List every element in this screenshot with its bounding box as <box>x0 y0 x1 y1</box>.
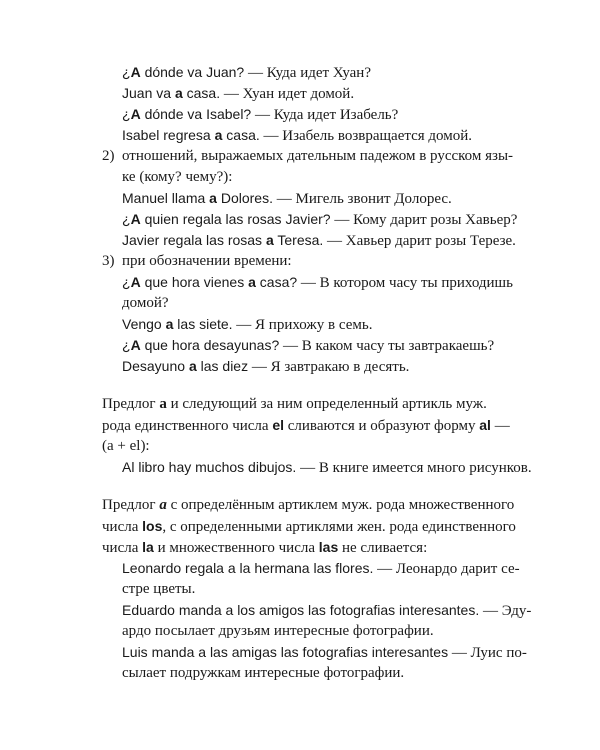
spanish-text: ¿ <box>122 337 131 353</box>
body-text: не сливается: <box>338 540 428 556</box>
russian-translation: — Я прихожу в семь. <box>232 317 373 333</box>
example-line <box>122 188 452 210</box>
list-number: 3) <box>102 253 115 269</box>
spanish-text: ¿ <box>122 106 131 122</box>
spanish-text: casa. <box>222 127 260 143</box>
preposition-highlight: a <box>265 232 274 248</box>
example-line <box>122 314 372 336</box>
body-text: — <box>490 418 510 434</box>
spanish-text: las diez <box>196 358 249 374</box>
example-line <box>122 600 531 622</box>
list-item-text: при обозначении времени: <box>122 253 292 269</box>
example-line <box>122 272 513 294</box>
spanish-text: Javier regala las rosas <box>122 232 266 248</box>
spanish-text: ¿ <box>122 211 131 227</box>
list-item-text: ке (кому? чему?): <box>122 169 233 185</box>
preposition-highlight: A <box>130 64 141 80</box>
preposition-highlight: а <box>159 396 167 412</box>
spanish-text: que hora desayunas? <box>140 337 280 353</box>
example-line <box>122 230 516 252</box>
russian-translation: — Куда идет Хуан? <box>244 65 371 81</box>
spanish-text: quien regala las rosas Javier? <box>140 211 331 227</box>
example-line <box>122 642 527 664</box>
russian-translation: — В котором часу ты приходишь <box>297 275 513 291</box>
example-continuation: домой? <box>122 295 169 311</box>
spanish-text: Teresa. <box>273 232 324 248</box>
russian-translation: — Мигель звонит Долорес. <box>272 191 452 207</box>
article-highlight: los <box>142 518 163 534</box>
body-text: рода единственного числа <box>102 418 273 434</box>
article-highlight: el <box>272 417 285 433</box>
paragraph-line: (a + el): <box>102 438 150 454</box>
preposition-highlight: a <box>174 85 183 101</box>
example-line <box>122 457 532 479</box>
spanish-text: Juan va <box>122 85 175 101</box>
example-line <box>122 104 398 126</box>
article-highlight: al <box>479 417 491 433</box>
example-continuation: стре цветы. <box>122 581 196 597</box>
russian-translation: — Куда идет Изабель? <box>251 107 399 123</box>
preposition-highlight: a <box>188 358 197 374</box>
body-text: с определённым артиклем муж. рода множественного <box>166 497 515 513</box>
spanish-text: las siete. <box>173 316 233 332</box>
preposition-highlight: a <box>214 127 223 143</box>
paragraph-line <box>102 495 514 516</box>
russian-translation: — Я завтракаю в десять. <box>248 359 410 375</box>
spanish-text: dónde va Isabel? <box>140 106 252 122</box>
russian-translation: — Хуан идет домой. <box>220 86 355 102</box>
body-text: Предлог <box>102 497 160 513</box>
spanish-text: casa? <box>255 274 298 290</box>
body-text: , с определенными артиклями жен. рода единственного <box>162 519 516 535</box>
example-line <box>122 83 354 105</box>
preposition-highlight: A <box>130 274 141 290</box>
spanish-text: Desayuno <box>122 358 189 374</box>
example-line <box>122 335 494 357</box>
example-continuation: ардо посылает друзьям интересные фотографии. <box>122 623 434 639</box>
spanish-text: Luis manda a las amigas las fotografias interesantes <box>122 644 449 660</box>
preposition-highlight: a <box>209 190 217 206</box>
example-line <box>122 125 472 147</box>
russian-translation: — Хавьер дарит розы Терезе. <box>323 233 516 249</box>
article-highlight: las <box>318 539 339 555</box>
body-text: и множественного числа <box>153 540 319 556</box>
spanish-text: Al libro hay muchos dibujos. <box>122 459 297 475</box>
spanish-text: Isabel regresa <box>122 127 215 143</box>
paragraph-line <box>102 537 427 559</box>
example-line <box>122 356 409 378</box>
body-text: числа <box>102 540 143 556</box>
spanish-text: Dolores. <box>216 190 273 206</box>
spanish-text: Manuel llama <box>122 190 210 206</box>
spanish-text: dónde va Juan? <box>140 64 245 80</box>
preposition-highlight: a <box>248 274 256 290</box>
russian-translation: — Леонардо дарит се- <box>373 561 520 577</box>
spanish-text: casa. <box>182 85 221 101</box>
russian-translation: — Луис по- <box>448 645 527 661</box>
paragraph-line <box>102 394 487 415</box>
list-item-text: отношений, выражаемых дательным падежом в русском язы- <box>122 148 514 164</box>
paragraph-line <box>102 415 510 437</box>
russian-translation: — Эду- <box>479 603 532 619</box>
russian-translation: — В каком часу ты завтракаешь? <box>279 338 495 354</box>
article-highlight: la <box>142 539 154 555</box>
spanish-text: Vengo <box>122 316 166 332</box>
russian-translation: — Изабель возвращается домой. <box>259 128 473 144</box>
preposition-highlight: A <box>130 337 141 353</box>
spanish-text: Eduardo manda a los amigos las fotografias interesantes. <box>122 602 480 618</box>
example-continuation: сылает подружкам интересные фотографии. <box>122 665 405 681</box>
preposition-highlight: A <box>130 106 141 122</box>
spanish-text: ¿ <box>122 64 131 80</box>
body-text: и следующий за ним определенный артикль муж. <box>166 396 487 412</box>
example-line <box>122 558 520 580</box>
spanish-text: Leonardo regala a la hermana las flores. <box>122 560 374 576</box>
preposition-highlight: A <box>130 211 141 227</box>
russian-translation: — В книге имеется много рисунков. <box>296 460 532 476</box>
spanish-text: ¿ <box>122 274 131 290</box>
list-number: 2) <box>102 148 115 164</box>
body-text: Предлог <box>102 396 160 412</box>
preposition-highlight: a <box>159 497 167 513</box>
paragraph-line <box>102 516 516 538</box>
body-text: сливаются и образуют форму <box>284 418 480 434</box>
preposition-highlight: a <box>165 316 174 332</box>
example-line <box>122 209 517 231</box>
example-line <box>122 62 371 84</box>
body-text: числа <box>102 519 143 535</box>
spanish-text: que hora vienes <box>140 274 249 290</box>
russian-translation: — Кому дарит розы Хавьер? <box>330 212 518 228</box>
